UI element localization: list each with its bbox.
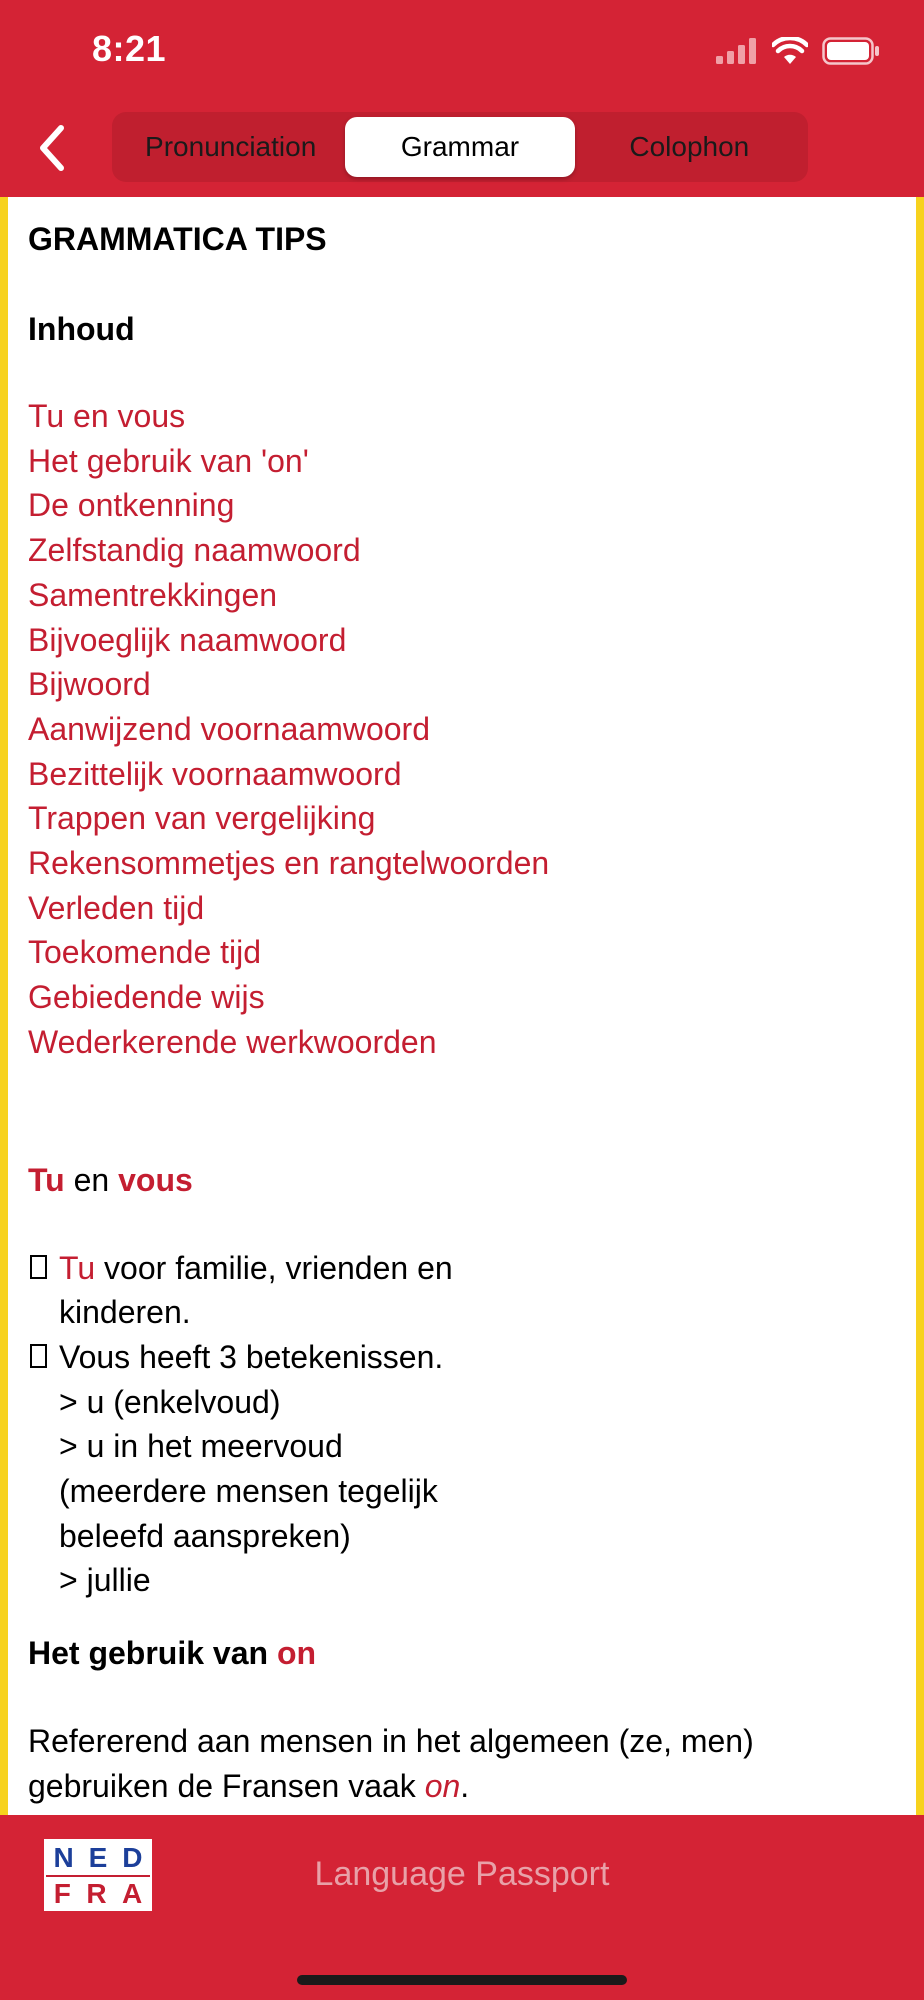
- para-emphasis: on: [424, 1767, 461, 1804]
- bullet-tu-red: Tu: [59, 1249, 96, 1286]
- battery-icon: [822, 37, 880, 65]
- toc-link-wederkerende-werkwoorden[interactable]: Wederkerende werkwoorden: [28, 1023, 437, 1060]
- bullet-box-icon: [30, 1255, 47, 1279]
- bullet-tu-continuation: kinderen.: [59, 1294, 191, 1331]
- sub-line: > jullie: [59, 1562, 151, 1599]
- toc-link-toekomende-tijd[interactable]: Toekomende tijd: [28, 934, 262, 971]
- tab-colophon[interactable]: Colophon: [629, 131, 750, 162]
- logo-bottom: F R A: [53, 1878, 143, 1909]
- toc-link-bijvoeglijk-naamwoord[interactable]: Bijvoeglijk naamwoord: [28, 621, 347, 658]
- bottom-bar: [0, 1815, 924, 2000]
- para-text: gebruiken de Fransen vaak: [28, 1767, 425, 1804]
- title-gebruik: Het gebruik van: [28, 1635, 277, 1672]
- status-bar: [0, 0, 924, 100]
- toc-list: [28, 394, 898, 1065]
- logo-top: N E D: [46, 1841, 150, 1877]
- nav-bar: [0, 100, 924, 197]
- sub-line: > u (enkelvoud): [59, 1383, 281, 1420]
- toc-link-zelfstandig-naamwoord[interactable]: Zelfstandig naamwoord: [28, 532, 361, 569]
- wifi-icon: [772, 37, 808, 65]
- sub-line: > u in het meervoud: [59, 1428, 343, 1465]
- grammar-content[interactable]: [8, 197, 916, 1815]
- title-tu: Tu: [28, 1161, 65, 1198]
- toc-link-rekensommetjes[interactable]: Rekensommetjes en rangtelwoorden: [28, 845, 550, 882]
- chevron-left-icon: [37, 124, 67, 172]
- toc-link-trappen-vergelijking[interactable]: Trappen van vergelijking: [28, 800, 376, 837]
- content-frame: [0, 197, 924, 1815]
- title-vous: vous: [118, 1161, 193, 1198]
- segmented-control: [112, 112, 808, 182]
- toc-link-aanwijzend-voornaamwoord[interactable]: Aanwijzend voornaamwoord: [28, 710, 430, 747]
- bullet-vous-text: Vous heeft 3 betekenissen.: [59, 1338, 444, 1375]
- status-icons: [716, 34, 880, 68]
- cellular-signal-icon: [716, 38, 758, 64]
- title-en: en: [64, 1161, 119, 1198]
- tab-grammar[interactable]: Grammar: [345, 117, 574, 177]
- status-time: 8:21: [92, 28, 167, 69]
- home-indicator: [297, 1975, 627, 1985]
- toc-link-gebruik-on[interactable]: Het gebruik van 'on': [28, 442, 309, 479]
- bullet-tu: [28, 1246, 898, 1291]
- toc-link-bijwoord[interactable]: Bijwoord: [28, 666, 151, 703]
- toc-heading: Inhoud: [28, 311, 135, 347]
- brand-name: Language Passport: [314, 1855, 610, 1893]
- page-title: GRAMMATICA TIPS: [28, 221, 327, 257]
- sub-line: beleefd aanspreken): [59, 1517, 351, 1554]
- bullet-tu-text: voor familie, vrienden en: [95, 1249, 453, 1286]
- sub-line: (meerdere mensen tegelijk: [59, 1473, 438, 1510]
- bullet-box-icon: [30, 1344, 47, 1368]
- toc-link-bezittelijk-voornaamwoord[interactable]: Bezittelijk voornaamwoord: [28, 755, 402, 792]
- toc-link-ontkenning[interactable]: De ontkenning: [28, 487, 235, 524]
- paragraph-line: Refererend aan mensen in het algemeen (ze, men): [28, 1723, 754, 1760]
- back-button[interactable]: [22, 118, 82, 178]
- toc-link-tu-en-vous[interactable]: Tu en vous: [28, 398, 186, 434]
- tab-pronunciation[interactable]: Pronunciation: [145, 131, 317, 162]
- section-title-gebruik-on: [28, 1633, 898, 1673]
- paragraph-line: [28, 1764, 898, 1809]
- toc-link-verleden-tijd[interactable]: Verleden tijd: [28, 889, 205, 926]
- bullet-vous: [28, 1335, 898, 1380]
- para-period: .: [460, 1767, 470, 1804]
- toc-link-samentrekkingen[interactable]: Samentrekkingen: [28, 576, 278, 613]
- title-on: on: [276, 1635, 317, 1672]
- section-title-tu-vous: [28, 1160, 898, 1200]
- toc-link-gebiedende-wijs[interactable]: Gebiedende wijs: [28, 979, 265, 1016]
